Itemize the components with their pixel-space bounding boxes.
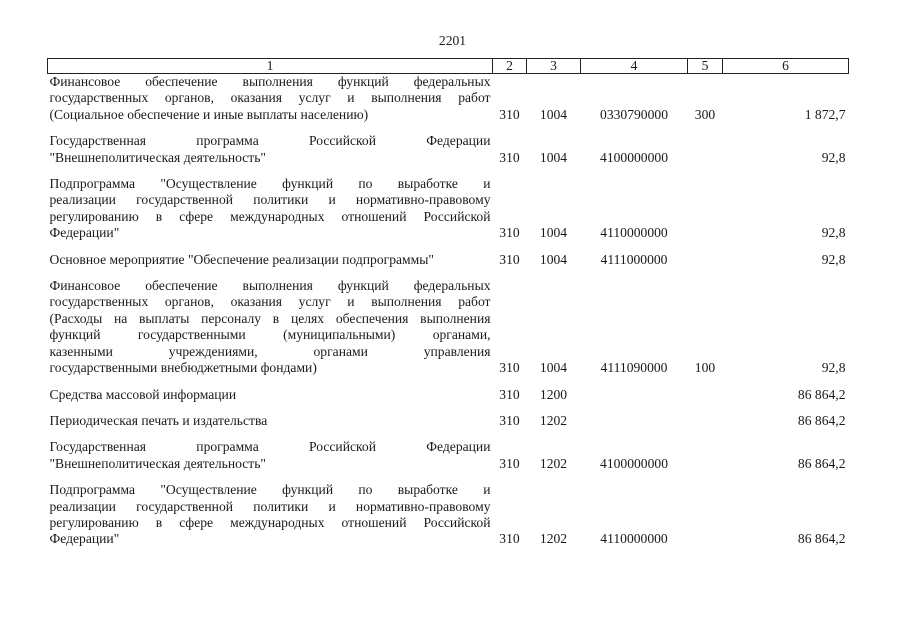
ved-cell: 310 — [499, 531, 520, 547]
row-name-line: Подпрограмма "Осуществление функций по выработке и — [49, 482, 491, 498]
row-spacer-cell — [48, 166, 849, 176]
row-name-line: реализации государственной политики и нормативно-правовому — [49, 192, 491, 208]
ved-cell: 310 — [499, 106, 520, 122]
expense-type-cell — [688, 387, 723, 403]
section-cell: 1004 — [539, 251, 568, 267]
row-name-line: государственными внебюджетными фондами) — [49, 360, 317, 376]
target-article-cell: 4111000000 — [600, 251, 668, 267]
row-name-line: реализации государственной политики и нормативно-правовому — [49, 498, 491, 514]
row-name-line: Финансовое обеспечение выполнения функций федеральных — [49, 74, 491, 89]
table-header — [48, 59, 849, 74]
table-row — [48, 439, 849, 472]
amount-cell: 86 864,2 — [797, 412, 846, 428]
expense-type-cell — [688, 252, 723, 268]
row-name-cell — [48, 176, 493, 242]
row-name-cell — [48, 482, 493, 548]
expense-type-cell — [688, 176, 723, 242]
row-spacer — [48, 429, 849, 439]
amount-cell: 86 864,2 — [797, 386, 846, 402]
header-col-1: 1 — [48, 59, 493, 74]
target-article-cell: 0330790000 — [600, 106, 668, 122]
header-col-4: 4 — [581, 59, 688, 74]
table-row — [48, 133, 849, 166]
row-name-cell — [48, 252, 493, 268]
row-spacer — [48, 242, 849, 252]
page-number: 2201 — [438, 33, 467, 48]
row-name-line: Федерации" — [49, 531, 120, 547]
row-name-line: Государственная программа Российской Федерации — [49, 439, 491, 455]
ved-cell: 310 — [499, 149, 520, 165]
row-name-line: Подпрограмма "Осуществление функций по выработке и — [49, 176, 491, 192]
amount-cell: 92,8 — [821, 360, 846, 376]
section-cell: 1202 — [539, 531, 568, 547]
header-col-6: 6 — [723, 59, 849, 74]
row-name-cell — [48, 439, 493, 472]
section-cell: 1004 — [539, 360, 568, 376]
ved-cell: 310 — [499, 386, 520, 402]
ved-cell: 310 — [499, 455, 520, 471]
row-name-line: государственных органов, оказания услуг и выполнения работ — [49, 90, 491, 106]
amount-cell: 1 872,7 — [804, 106, 846, 122]
expense-type-cell — [688, 133, 723, 166]
row-name-line: Периодическая печать и издательства — [49, 412, 268, 428]
row-name-line: регулированию в сфере международных отношений Российской — [49, 208, 491, 224]
ved-cell: 310 — [499, 225, 520, 241]
table-row — [48, 252, 849, 268]
row-name-cell — [48, 278, 493, 376]
expense-type-cell — [688, 413, 723, 429]
row-spacer-cell — [48, 429, 849, 439]
row-name-line: "Внешнеполитическая деятельность" — [49, 455, 266, 471]
row-spacer-cell — [48, 242, 849, 252]
amount-cell: 92,8 — [821, 225, 846, 241]
table-row — [48, 176, 849, 242]
expense-type-cell: 100 — [694, 360, 716, 376]
header-col-5: 5 — [688, 59, 723, 74]
row-spacer — [48, 377, 849, 387]
row-name-line: (Социальное обеспечение и иные выплаты населению) — [49, 106, 369, 122]
section-cell: 1200 — [539, 386, 568, 402]
row-spacer-cell — [48, 403, 849, 413]
ved-cell: 310 — [499, 412, 520, 428]
row-spacer-cell — [48, 123, 849, 133]
table-row — [48, 482, 849, 548]
target-article-cell — [581, 387, 688, 403]
target-article-cell: 4100000000 — [600, 149, 668, 165]
row-spacer — [48, 123, 849, 133]
target-article-cell — [581, 413, 688, 429]
section-cell: 1004 — [539, 106, 568, 122]
row-name-cell — [48, 387, 493, 403]
amount-cell: 92,8 — [821, 149, 846, 165]
section-cell: 1004 — [539, 225, 568, 241]
table-row — [48, 413, 849, 429]
target-article-cell: 4110000000 — [600, 531, 668, 547]
table-row — [48, 278, 849, 376]
expense-type-cell: 300 — [694, 106, 716, 122]
target-article-cell: 4100000000 — [600, 455, 668, 471]
section-cell: 1202 — [539, 412, 568, 428]
row-name-line: регулированию в сфере международных отношений Российской — [49, 514, 491, 530]
amount-cell: 86 864,2 — [797, 531, 846, 547]
row-spacer — [48, 268, 849, 278]
section-cell: 1004 — [539, 149, 568, 165]
row-name-line: государственных органов, оказания услуг и выполнения работ — [49, 294, 491, 310]
expense-type-cell — [688, 482, 723, 548]
row-name-cell — [48, 133, 493, 166]
table-body — [48, 74, 849, 548]
ved-cell: 310 — [499, 360, 520, 376]
row-name-line: Федерации" — [49, 225, 120, 241]
header-col-3: 3 — [527, 59, 581, 74]
row-name-line: казенными учреждениями, органами управления — [49, 343, 491, 359]
row-name-line: Основное мероприятие "Обеспечение реализации подпрограммы" — [49, 251, 434, 267]
amount-cell: 92,8 — [821, 251, 846, 267]
row-name-line: функций государственными (муниципальными) органами, — [49, 327, 491, 343]
row-spacer — [48, 472, 849, 482]
row-spacer — [48, 166, 849, 176]
target-article-cell: 4111090000 — [600, 360, 668, 376]
section-cell: 1202 — [539, 455, 568, 471]
row-name-line: Финансовое обеспечение выполнения функций федеральных — [49, 278, 491, 294]
target-article-cell: 4110000000 — [600, 225, 668, 241]
row-name-cell — [48, 74, 493, 124]
row-name-cell — [48, 413, 493, 429]
expense-type-cell — [688, 439, 723, 472]
row-spacer-cell — [48, 268, 849, 278]
ved-cell: 310 — [499, 251, 520, 267]
header-col-2: 2 — [493, 59, 527, 74]
table-row — [48, 387, 849, 403]
row-name-line: Средства массовой информации — [49, 386, 237, 402]
amount-cell: 86 864,2 — [797, 455, 846, 471]
row-spacer — [48, 403, 849, 413]
row-spacer-cell — [48, 472, 849, 482]
row-name-line: Государственная программа Российской Федерации — [49, 133, 491, 149]
header-row — [48, 59, 849, 74]
budget-table — [47, 58, 849, 548]
table-row — [48, 74, 849, 124]
row-spacer-cell — [48, 377, 849, 387]
row-name-line: (Расходы на выплаты персоналу в целях обеспечения выполнения — [49, 310, 491, 326]
row-name-line: "Внешнеполитическая деятельность" — [49, 149, 266, 165]
